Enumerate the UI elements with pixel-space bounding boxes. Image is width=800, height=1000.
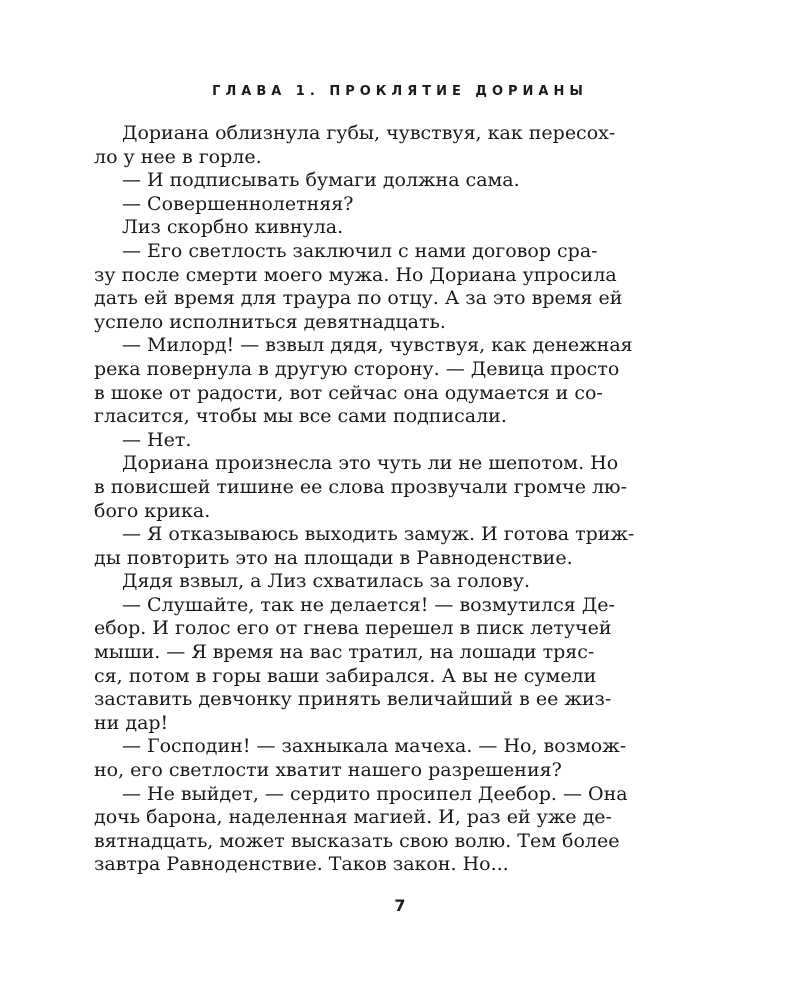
text-line: в повисшей тишине ее слова прозвучали громче лю- xyxy=(94,475,628,498)
text-line: в шоке от радости, вот сейчас она одумается и со- xyxy=(94,381,603,404)
text-line: — Слушайте, так не делается! — возмутился Де- xyxy=(122,593,615,616)
text-line: Дориана произнесла это чуть ли не шепотом. Но xyxy=(122,452,619,475)
text-line: дать ей время для траура по отцу. А за это время ей xyxy=(94,287,623,310)
text-line: — Нет. xyxy=(122,428,192,451)
text-line: — Не выйдет, — сердито просипел Деебор. — Она xyxy=(122,782,628,805)
text-line: успело исполниться девятнадцать. xyxy=(94,310,446,333)
text-line: — Господин! — захныкала мачеха. — Но, возмож- xyxy=(122,735,627,758)
running-head: ГЛАВА 1. ПРОКЛЯТИЕ ДОРИАНЫ xyxy=(212,84,588,99)
text-line: бого крика. xyxy=(94,499,211,522)
text-line: завтра Равноденствие. Таков закон. Но... xyxy=(94,853,509,876)
text-line: ебор. И голос его от гнева перешел в писк летучей xyxy=(94,617,612,640)
text-line: гласится, чтобы мы все сами подписали. xyxy=(94,405,507,428)
text-line: ло у нее в горле. xyxy=(94,145,262,168)
text-line: Дориана облизнула губы, чувствуя, как пересох- xyxy=(122,122,616,144)
text-line: но, его светлости хватит нашего разрешения? xyxy=(94,759,562,782)
page-number: 7 xyxy=(394,896,406,915)
text-line: Дядя взвыл, а Лиз схватилась за голову. xyxy=(122,570,530,593)
body-text xyxy=(94,122,662,877)
text-line: ни дар! xyxy=(94,711,169,734)
text-line: вятнадцать, может высказать свою волю. Тем более xyxy=(94,829,620,852)
text-line: — И подписывать бумаги должна сама. xyxy=(122,169,520,192)
text-line: зу после смерти моего мужа. Но Дориана упросила xyxy=(94,263,617,286)
text-line: — Его светлость заключил с нами договор сра- xyxy=(122,239,598,262)
text-line: ся, потом в горы ваши забирался. А вы не сумели xyxy=(94,664,597,687)
text-line: дочь барона, наделенная магией. И, раз ей уже де- xyxy=(94,806,612,829)
text-line: Лиз скорбно кивнула. xyxy=(122,216,344,239)
text-line: мыши. — Я время на вас тратил, на лошади тряс- xyxy=(94,641,595,664)
text-line: — Милорд! — взвыл дядя, чувствуя, как денежная xyxy=(122,334,633,357)
text-line: — Я отказываюсь выходить замуж. И готова триж- xyxy=(122,523,635,546)
text-line: — Совершеннолетняя? xyxy=(122,192,354,215)
text-line: река повернула в другую сторону. — Девица просто xyxy=(94,357,620,380)
text-line: ды повторить это на площади в Равноденствие. xyxy=(94,546,573,569)
text-line: заставить девчонку принять величайший в ее жиз- xyxy=(94,688,612,711)
